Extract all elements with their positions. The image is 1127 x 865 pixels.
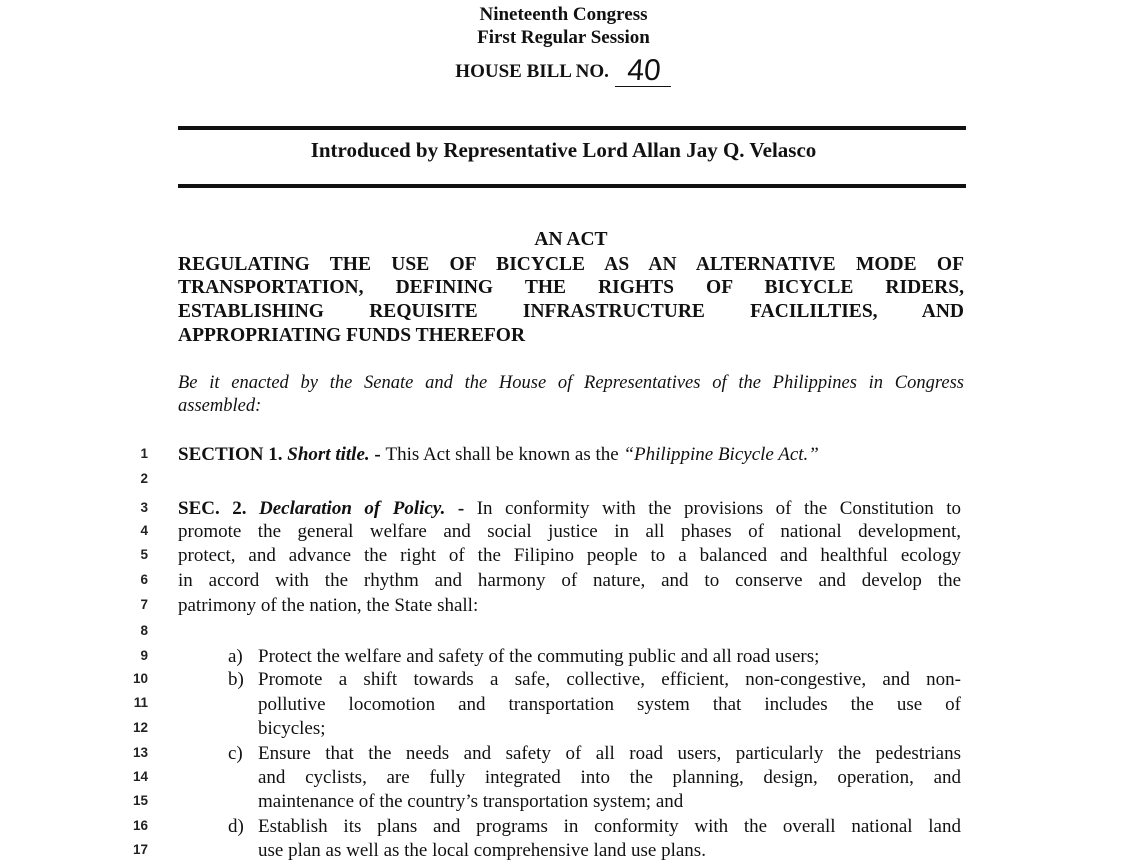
- list-item-b: pollutive locomotion and transportation system that includes the use of: [258, 694, 961, 715]
- bill-label: HOUSE BILL NO.: [455, 61, 609, 82]
- introduced-by: Introduced by Representative Lord Allan Jay Q. Velasco: [310, 138, 817, 162]
- top-divider: [178, 126, 966, 130]
- line-number: 2: [140, 471, 148, 486]
- list-item-b: Promote a shift towards a safe, collective, efficient, non-congestive, and non-: [258, 669, 961, 690]
- line-number: 13: [132, 745, 148, 760]
- section-2-first-line: [178, 498, 961, 520]
- list-item-a: Protect the welfare and safety of the commuting public and all road users;: [258, 646, 820, 667]
- line-number: 1: [140, 446, 148, 461]
- enacting-clause: Be it enacted by the Senate and the House of Representatives of the Philippines in Congress: [178, 373, 964, 393]
- line-number: 16: [132, 818, 148, 833]
- list-item-c: Ensure that the needs and safety of all road users, particularly the pedestrians: [258, 743, 961, 764]
- section-1: [178, 444, 961, 466]
- act-title-line: ESTABLISHING REQUISITE INFRASTRUCTURE FACILILTIES, AND: [178, 301, 964, 322]
- list-item-c: and cyclists, are fully integrated into the planning, design, operation, and: [258, 767, 961, 788]
- line-number: 12: [132, 720, 148, 735]
- act-title-line: TRANSPORTATION, DEFINING THE RIGHTS OF BICYCLE RIDERS,: [178, 277, 964, 298]
- section-1-text: This Act shall be known as the: [385, 444, 624, 465]
- line-number: 9: [140, 648, 148, 663]
- session-heading: First Regular Session: [477, 27, 650, 48]
- list-item-c: maintenance of the country’s transportation system; and: [258, 791, 684, 812]
- congress-heading: Nineteenth Congress: [479, 4, 648, 25]
- item-marker: b): [228, 669, 244, 690]
- section-2-line: in accord with the rhythm and harmony of nature, and to conserve and develop the: [178, 570, 961, 591]
- section-2-text: In conformity with the provisions of the Constitution to: [476, 498, 961, 519]
- list-item-d: use plan as well as the local comprehensive land use plans.: [258, 840, 706, 861]
- line-number: 5: [140, 547, 148, 562]
- section-2-title: Declaration of Policy.: [259, 498, 446, 519]
- line-number: 4: [140, 523, 148, 538]
- item-marker: d): [228, 816, 244, 837]
- act-heading: AN ACT: [534, 229, 608, 250]
- act-title-line: APPROPRIATING FUNDS THEREFOR: [178, 325, 526, 346]
- section-2-line: patrimony of the nation, the State shall:: [178, 595, 479, 616]
- act-title-line: REGULATING THE USE OF BICYCLE AS AN ALTERNATIVE MODE OF: [178, 254, 964, 275]
- section-1-title: Short title.: [287, 444, 370, 465]
- bottom-divider: [178, 184, 966, 188]
- item-marker: a): [228, 646, 243, 667]
- section-2-line: protect, and advance the right of the Filipino people to a balanced and healthful ecology: [178, 545, 961, 566]
- line-number: 8: [140, 623, 148, 638]
- line-number: 11: [133, 695, 148, 710]
- item-marker: c): [228, 743, 243, 764]
- line-number: 14: [132, 769, 148, 784]
- act-short-title: “Philippine Bicycle Act.”: [623, 444, 819, 465]
- section-2-label: SEC. 2.: [178, 498, 247, 519]
- section-1-label: SECTION 1.: [178, 444, 283, 465]
- section-1-dash: -: [369, 444, 386, 465]
- line-number: 6: [140, 572, 148, 587]
- enacting-clause-end: assembled:: [178, 396, 262, 416]
- list-item-b: bicycles;: [258, 718, 326, 739]
- line-number: 17: [132, 842, 148, 857]
- line-number: 10: [132, 671, 148, 686]
- line-number: 3: [140, 500, 148, 515]
- section-2-dash: -: [445, 498, 477, 519]
- list-item-d: Establish its plans and programs in conformity with the overall national land: [258, 816, 961, 837]
- bill-number-line: [0, 56, 1127, 87]
- line-number: 15: [132, 793, 148, 808]
- section-2-line: promote the general welfare and social justice in all phases of national development,: [178, 521, 961, 542]
- bill-number: 40: [615, 56, 673, 87]
- line-number: 7: [140, 597, 148, 612]
